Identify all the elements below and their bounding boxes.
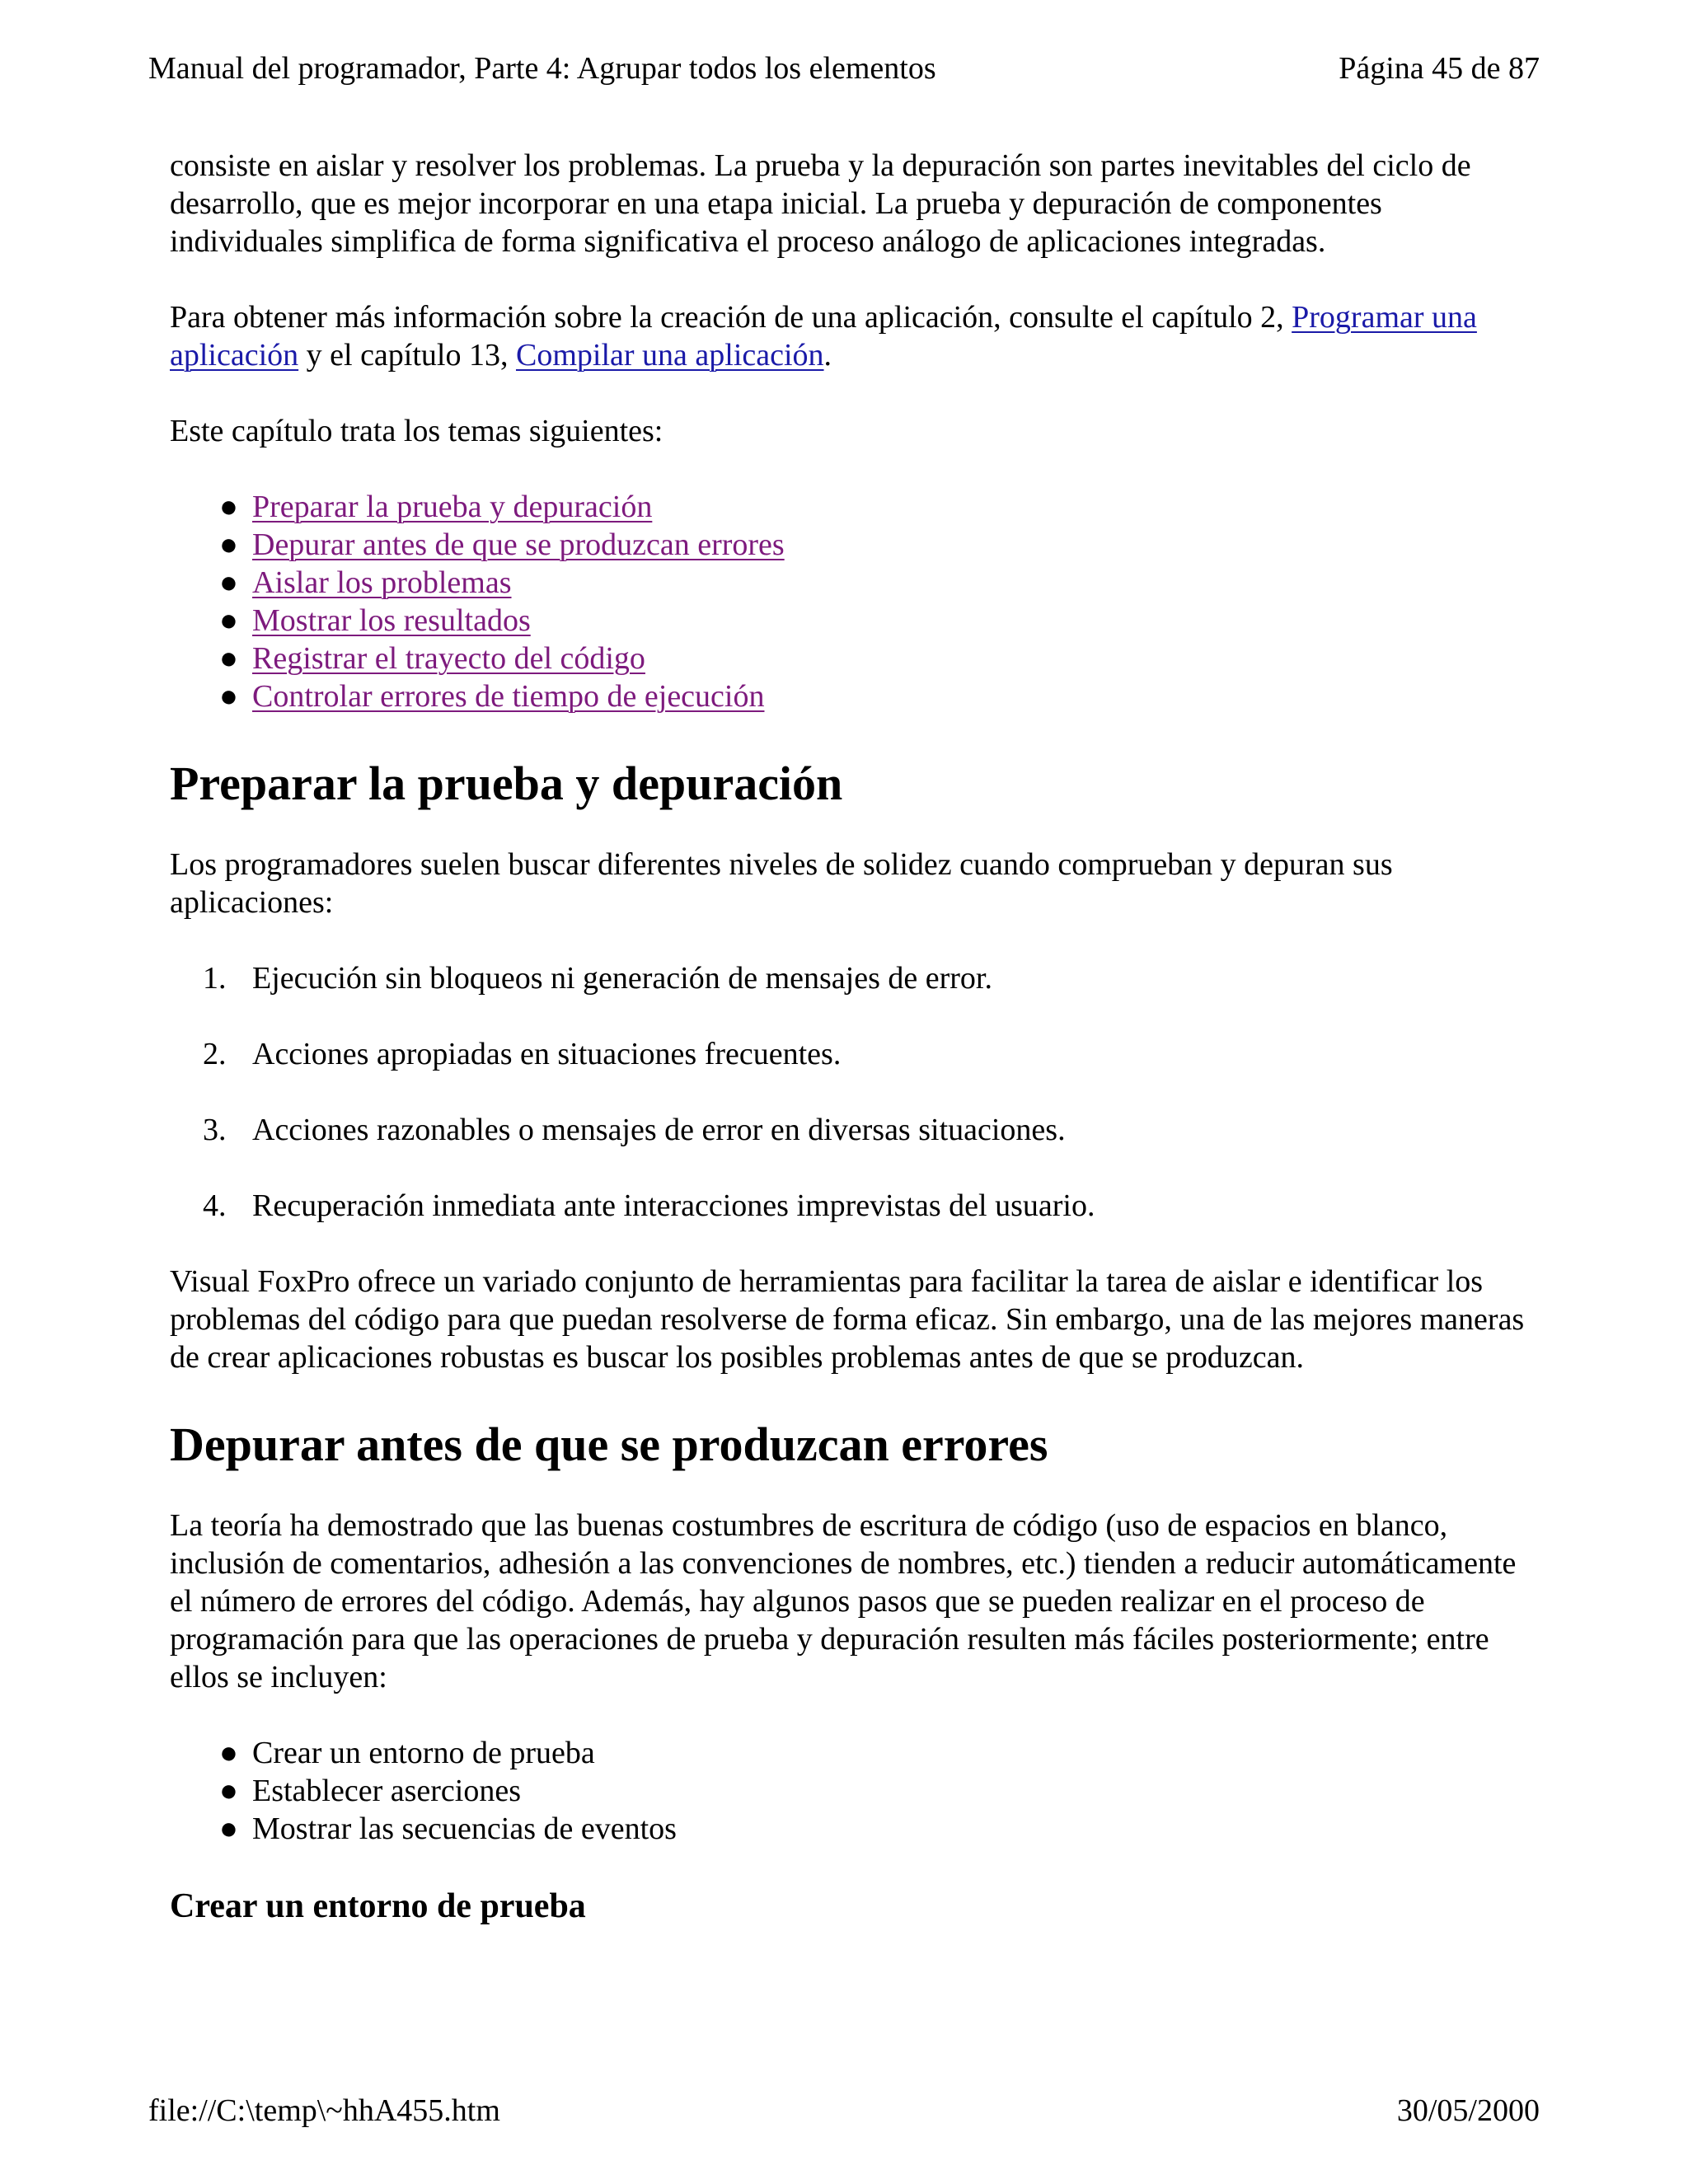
list-item-text: Recuperación inmediata ante interacciones imprevistas del usuario. (252, 1188, 1095, 1223)
list-item (170, 959, 1538, 997)
list-item-text: Acciones razonables o mensajes de error en diversas situaciones. (252, 1113, 1066, 1147)
topic-link-preparar[interactable]: Preparar la prueba y depuración (252, 490, 653, 524)
bullet-icon: ● (219, 565, 238, 600)
list-item (170, 602, 1538, 640)
more-info-text-middle: y el capítulo 13, (298, 338, 516, 373)
list-number: 2. (203, 1037, 227, 1071)
section1-intro: Los programadores suelen buscar diferentes niveles de solidez cuando comprueban y depuran sus aplicaciones: (170, 847, 1393, 920)
bullet-icon: ● (219, 527, 238, 562)
page-number: Página 45 de 87 (1339, 51, 1540, 86)
topic-link-controlar[interactable]: Controlar errores de tiempo de ejecución (252, 679, 765, 714)
section1-closing: Visual FoxPro ofrece un variado conjunto de herramientas para facilitar la tarea de aislar e identificar los problemas del código para que puedan resolverse de forma eficaz. Sin embargo, una de las mejores maneras de crear aplicaciones robustas es buscar los posibles problemas antes de que se produzcan. (170, 1264, 1525, 1375)
section2-intro: La teoría ha demostrado que las buenas costumbres de escritura de código (uso de espacios en blanco, inclusión de comentarios, adhesión a las convenciones de nombres, etc.) tienden a reducir automáticamente el número de errores del código. Además, hay algunos pasos que se pueden realizar en el proceso de programación para que las operaciones de prueba y depuración resulten más fáciles posteriormente; entre ellos se incluyen: (170, 1508, 1517, 1694)
robustness-levels-list (170, 959, 1538, 1225)
bullet-icon: ● (219, 641, 238, 676)
list-number: 4. (203, 1188, 227, 1223)
list-item-text: Mostrar las secuencias de eventos (252, 1811, 677, 1846)
print-date: 30/05/2000 (1396, 2093, 1540, 2128)
list-item (170, 526, 1538, 564)
list-item-text: Ejecución sin bloqueos ni generación de mensajes de error. (252, 961, 992, 996)
list-item (170, 1734, 1538, 1772)
steps-list (170, 1734, 1538, 1848)
link-programar-aplicacion[interactable]: Programar una aplicación (170, 300, 1477, 373)
more-info-text-after: . (823, 338, 832, 373)
main-content (170, 147, 1538, 1927)
topic-link-mostrar[interactable]: Mostrar los resultados (252, 603, 531, 638)
topics-intro: Este capítulo trata los temas siguientes: (170, 414, 663, 448)
list-item (170, 1035, 1538, 1073)
list-item (170, 488, 1538, 526)
list-item (170, 1187, 1538, 1225)
list-item (170, 1772, 1538, 1810)
file-path: file://C:\temp\~hhA455.htm (148, 2093, 500, 2128)
bullet-icon: ● (219, 1736, 238, 1770)
list-item-text: Establecer aserciones (252, 1774, 521, 1808)
link-compilar-aplicacion[interactable]: Compilar una aplicación (515, 338, 824, 373)
list-item (170, 564, 1538, 602)
topic-link-aislar[interactable]: Aislar los problemas (252, 565, 512, 600)
section-title-depurar: Depurar antes de que se produzcan errores (170, 1418, 1048, 1471)
list-item (170, 1810, 1538, 1848)
list-item (170, 1111, 1538, 1149)
page-footer (148, 2092, 1540, 2130)
intro-paragraph: consiste en aislar y resolver los problemas. La prueba y la depuración son partes inevitables del ciclo de desarrollo, que es mejor incorporar en una etapa inicial. La prueba y depuración de componentes individuales simplifica de forma significativa el proceso análogo de aplicaciones integradas. (170, 148, 1471, 259)
list-number: 3. (203, 1113, 227, 1147)
bullet-icon: ● (219, 679, 238, 714)
section-title-preparar: Preparar la prueba y depuración (170, 757, 843, 810)
document-title: Manual del programador, Parte 4: Agrupar todos los elementos (148, 51, 936, 86)
list-number: 1. (203, 961, 227, 996)
list-item (170, 677, 1538, 715)
list-item (170, 640, 1538, 677)
bullet-icon: ● (219, 603, 238, 638)
bullet-icon: ● (219, 1774, 238, 1808)
topic-link-registrar[interactable]: Registrar el trayecto del código (252, 641, 645, 676)
list-item-text: Acciones apropiadas en situaciones frecuentes. (252, 1037, 842, 1071)
topics-list (170, 488, 1538, 715)
more-info-text-before: Para obtener más información sobre la creación de una aplicación, consulte el capítulo 2, (170, 300, 1292, 335)
subsection-title-entorno: Crear un entorno de prueba (170, 1887, 586, 1925)
page-header (148, 49, 1540, 87)
more-info-paragraph (170, 298, 1538, 374)
bullet-icon: ● (219, 1811, 238, 1846)
bullet-icon: ● (219, 490, 238, 524)
topic-link-depurar[interactable]: Depurar antes de que se produzcan errores (252, 527, 785, 562)
list-item-text: Crear un entorno de prueba (252, 1736, 595, 1770)
